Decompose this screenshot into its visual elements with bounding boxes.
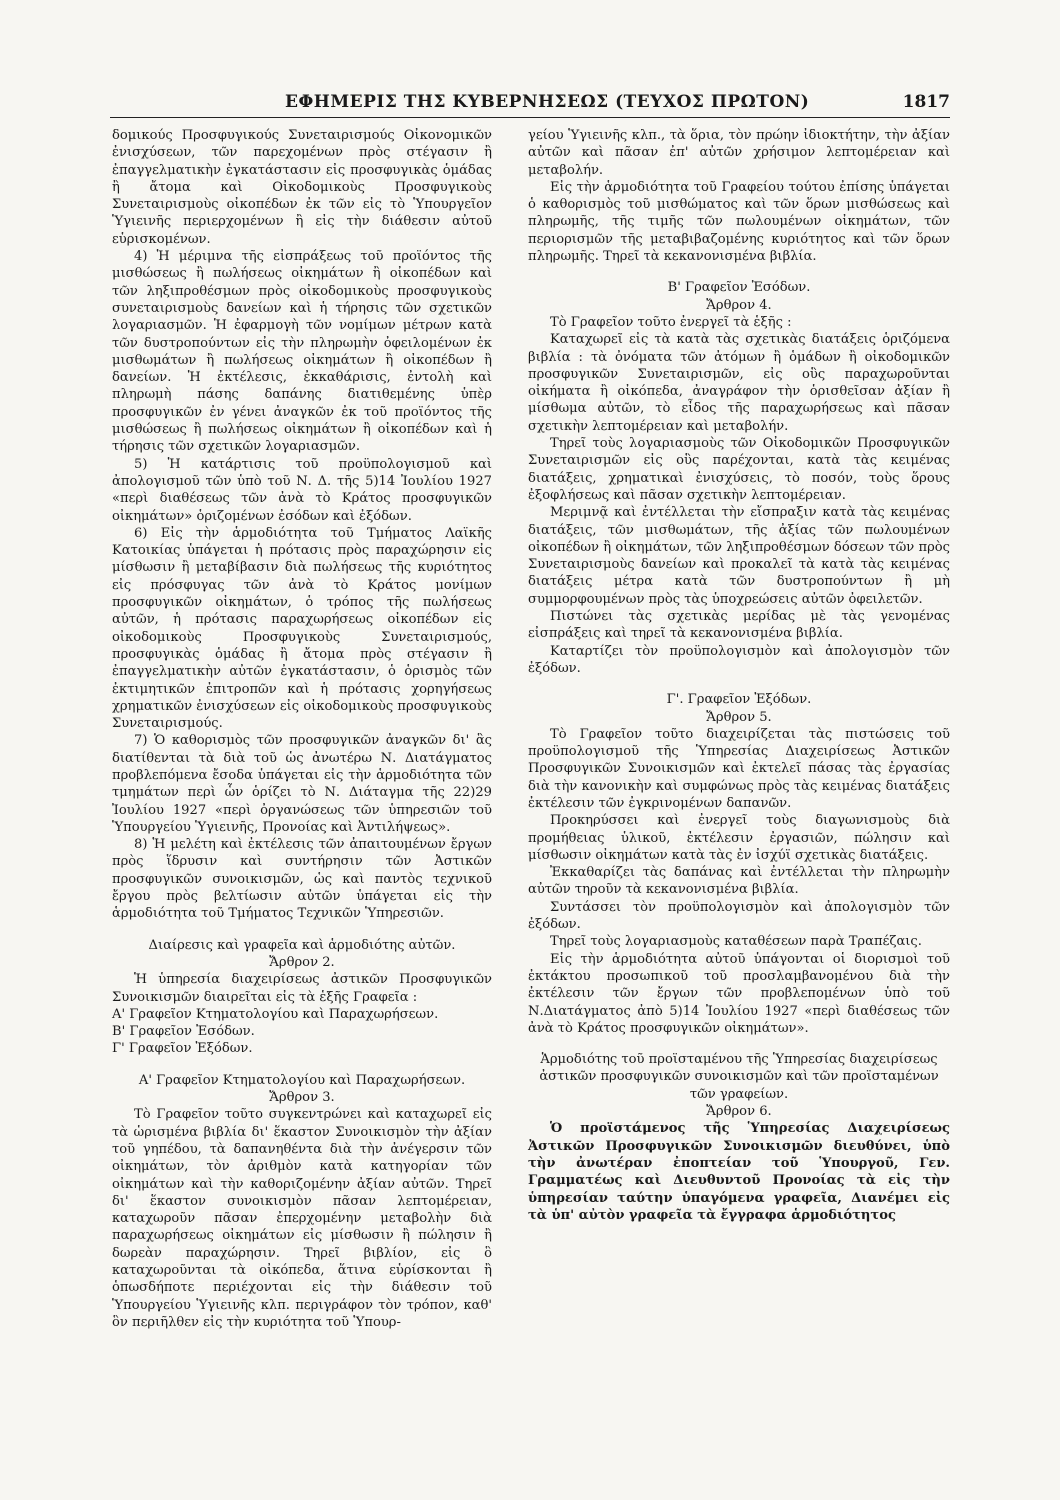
- paragraph: Τηρεῖ τοὺς λογαριασμοὺς καταθέσεων παρὰ Τραπέζαις.: [550, 934, 922, 950]
- gazette-title: ΕΦΗΜΕΡΙΣ ΤΗΣ ΚΥΒΕΡΝΗΣΕΩΣ (ΤΕΥΧΟΣ ΠΡΩΤΟΝ): [285, 92, 810, 112]
- article-heading: Ἄρθρον 6.: [706, 1104, 772, 1120]
- paragraph: γείου Ὑγιεινῆς κλπ., τὰ ὅρια, τὸν πρώην ἰδιοκτήτην, τὴν ἀξίαν αὐτῶν καὶ πᾶσαν ἐπ' αὐτῶν χρήσιμον λεπτομέρειαν καὶ μεταβολήν.: [528, 128, 950, 178]
- page-number: 1817: [902, 92, 950, 112]
- paragraph: Καταρτίζει τὸν προϋπολογισμὸν καὶ ἀπολογισμὸν τῶν ἐξόδων.: [528, 643, 950, 676]
- paragraph: Προκηρύσσει καὶ ἐνεργεῖ τοὺς διαγωνισμοὺς διὰ προμήθειας ὑλικοῦ, ἐκτέλεσιν ἐργασιῶν, πώλησιν καὶ μίσθωσιν οἰκημάτων κατὰ τὰς ἐν ἰσχύϊ σχετικὰς διατάξεις.: [528, 813, 950, 863]
- section-heading: Διαίρεσις καὶ γραφεῖα καὶ ἁρμοδιότης αὐτῶν.: [148, 937, 456, 953]
- paragraph: Συντάσσει τὸν προϋπολογισμὸν καὶ ἀπολογισμὸν τῶν ἐξόδων.: [528, 899, 950, 933]
- paragraph: Καταχωρεῖ εἰς τὰ κατὰ τὰς σχετικὰς διατάξεις ὁριζόμενα βιβλία : τὰ ὀνόματα τῶν ἀτόμων ἢ ὁμάδων ἢ οἰκοδομικῶν προσφυγικῶν Συνεταιρισμῶν, εἰς οὓς παραχωροῦνται οἰκήματα ἢ οἰκόπεδα, ἀναγράφον τὴν ὁρισθεῖσαν ἀξίαν ἢ μίσθωμα αὐτῶν, τὸ εἶδος τῆς παραχωρήσεως καὶ πᾶσαν σχετικὴν λεπτομέρειαν καὶ μεταβολήν.: [528, 332, 950, 434]
- paragraph: Εἰς τὴν ἁρμοδιότητα τοῦ Γραφείου τούτου ἐπίσης ὑπάγεται ὁ καθορισμὸς τοῦ μισθώματος καὶ τῶν ὅρων μισθώσεως καὶ πληρωμῆς, τῆς τιμῆς τῶν πωλουμένων οἰκημάτων, τῶν περιορισμῶν τῆς μεταβιβαζομένης κυριότητος καὶ τῶν ὅρων πληρωμῆς. Τηρεῖ τὰ κεκανονισμένα βιβλία.: [528, 179, 950, 265]
- paragraph: 4) Ἡ μέριμνα τῆς εἰσπράξεως τοῦ προϊόντος τῆς μισθώσεως ἢ πωλήσεως οἰκημάτων ἢ οἰκοπέδων καὶ τῶν ληξιπροθέσμων πρὸς οἰκοδομικοὺς προσφυγικοὺς συνεταιρισμοὺς δανείων καὶ ἡ τήρησις τῶν σχετικῶν λογαριασμῶν. Ἡ ἐφαρμογὴ τῶν νομίμων μέτρων κατὰ τῶν δυστροπούντων εἰς τὴν πληρωμὴν ὀφειλομένων ἐκ μισθωμάτων ἢ πωλήσεως οἰκημάτων ἢ οἰκοπέδων ἢ δανείων. Ἡ ἐκτέλεσις, ἐκκαθάρισις, ἐντολὴ καὶ πληρωμὴ πάσης δαπάνης διατιθεμένης ὑπὲρ προσφυγικῶν ἐν γένει ἀναγκῶν ἐκ τοῦ προϊόντος τῆς μισθώσεως ἢ πωλήσεως οἰκημάτων ἢ οἰκοπέδων καὶ ἡ τήρησις τῶν σχετικῶν λογαριασμῶν.: [112, 249, 492, 455]
- section-heading: Ἁρμοδιότης τοῦ προϊσταμένου τῆς Ὑπηρεσίας διαχειρίσεως ἀστικῶν προσφυγικῶν συνοικισμῶν καὶ τῶν προϊσταμένων τῶν γραφείων.: [539, 1052, 939, 1102]
- paragraph: Τηρεῖ τοὺς λογαριασμοὺς τῶν Οἰκοδομικῶν Προσφυγικῶν Συνεταιρισμῶν εἰς οὓς παρέχονται, κατὰ τὰς κειμένας διατάξεις, χρηματικαὶ ἐνισχύσεις, τὸ ποσόν, τοὺς ὅρους ἐξοφλήσεως καὶ πᾶσαν σχετικὴν λεπτομέρειαν.: [528, 436, 950, 503]
- paragraph: Τὸ Γραφεῖον τοῦτο διαχειρίζεται τὰς πιστώσεις τοῦ προϋπολογισμοῦ τῆς Ὑπηρεσίας Διαχειρίσεως Ἀστικῶν Προσφυγικῶν Συνοικισμῶν καὶ ἐκτελεῖ πάσας τὰς ἐργασίας διὰ τὴν κανονικὴν καὶ συμφώνως πρὸς τὰς κειμένας διατάξεις ἐκτέλεσιν τῶν ἐγκρινομένων δαπανῶν.: [528, 726, 950, 811]
- article-heading: Ἄρθρον 3.: [269, 1090, 335, 1106]
- list-item: Γ' Γραφεῖον Ἐξόδων.: [112, 1041, 253, 1057]
- left-column: [112, 127, 492, 1331]
- paragraph: 7) Ὁ καθορισμὸς τῶν προσφυγικῶν ἀναγκῶν δι' ἃς διατίθενται τὰ διὰ τοῦ ὡς ἀνωτέρω Ν. Διατάγματος προβλεπόμενα ἔσοδα ὑπάγεται εἰς τὴν ἁρμοδιότητα τῶν τμημάτων περὶ ὧν ὁρίζει τὸ Ν. Διάταγμα τῆς 22)29 Ἰουλίου 1927 «περὶ ὀργανώσεως τῶν ὑπηρεσιῶν τοῦ Ὑπουργείου Ὑγιεινῆς, Προνοίας καὶ Ἀντιλήψεως».: [112, 733, 492, 835]
- section-heading: Γ'. Γραφεῖον Ἐξόδων.: [666, 692, 812, 708]
- paragraph: Εἰς τὴν ἁρμοδιότητα αὐτοῦ ὑπάγονται οἱ διορισμοὶ τοῦ ἐκτάκτου προσωπικοῦ τοῦ προσλαμβανομένου διὰ τὴν ἐκτέλεσιν τῶν ἔργων τῶν προβλεπομένων ὑπὸ τοῦ Ν.Διατάγματος ἀπὸ 5)14 Ἰουλίου 1927 «περὶ διαθέσεως τῶν ἀνὰ τὸ Κράτος προσφυγικῶν οἰκημάτων».: [528, 951, 950, 1036]
- paragraph: 8) Ἡ μελέτη καὶ ἐκτέλεσις τῶν ἀπαιτουμένων ἔργων πρὸς ἵδρυσιν καὶ συντήρησιν τῶν Ἀστικῶν προσφυγικῶν συνοικισμῶν, ὡς καὶ παντὸς τεχνικοῦ ἔργου πρὸς βελτίωσιν αὐτῶν ὑπάγεται εἰς τὴν ἁρμοδιότητα τοῦ Τμήματος Τεχνικῶν Ὑπηρεσιῶν.: [112, 837, 492, 922]
- paragraph: Ὁ προϊστάμενος τῆς Ὑπηρεσίας Διαχειρίσεως Ἀστικῶν Προσφυγικῶν Συνοικισμῶν διευθύνει, ὑπὸ τὴν ἀνωτέραν ἐποπτείαν τοῦ Ὑπουργοῦ, Γεν. Γραμματέως καὶ Διευθυντοῦ Προνοίας τὰ εἰς τὴν ὑπηρεσίαν ταύτην ὑπαγόμενα γραφεῖα, Διανέμει εἰς τὰ ὑπ' αὐτὸν γραφεῖα τὰ ἔγγραφα ἁρμοδιότητος: [528, 1121, 950, 1223]
- paragraph: Ἡ ὑπηρεσία διαχειρίσεως ἀστικῶν Προσφυγικῶν Συνοικισμῶν διαιρεῖται εἰς τὰ ἑξῆς Γραφεῖα :: [112, 972, 492, 1005]
- paragraph: Μεριμνᾷ καὶ ἐντέλλεται τὴν εἴσπραξιν κατὰ τὰς κειμένας διατάξεις, τῶν μισθωμάτων, τῆς ἀξίας τῶν πωλουμένων οἰκοπέδων ἢ οἰκημάτων, τῶν ληξιπροθέσμων δόσεων τῶν πρὸς Συνεταιρισμοὺς δανείων καὶ προκαλεῖ τὰ κατὰ τὰς κειμένας διατάξεις μέτρα κατὰ τῶν δυστροπούντων ἢ μὴ συμμορφουμένων πρὸς τὰς ὑποχρεώσεις αὐτῶν ὀφειλετῶν.: [528, 505, 950, 607]
- paragraph: Τὸ Γραφεῖον τοῦτο ἐνεργεῖ τὰ ἑξῆς :: [550, 314, 792, 330]
- paragraph: 5) Ἡ κατάρτισις τοῦ προϋπολογισμοῦ καὶ ἀπολογισμοῦ τῶν ὑπὸ τοῦ Ν. Δ. τῆς 5)14 Ἰουλίου 1927 «περὶ διαθέσεως τῶν ἀνὰ τὸ Κράτος προσφυγικῶν οἰκημάτων» ὁριζομένων ἐσόδων καὶ ἐξόδων.: [112, 456, 492, 524]
- paragraph: Πιστώνει τὰς σχετικὰς μερίδας μὲ τὰς γενομένας εἰσπράξεις καὶ τηρεῖ τὰ κεκανονισμένα βιβλία.: [528, 609, 950, 642]
- paragraph: δομικούς Προσφυγικούς Συνεταιρισμούς Οἰκονομικῶν ἐνισχύσεων, τῶν παρεχομένων πρὸς στέγασιν ἢ ἐπαγγελματικὴν ἐγκατάστασιν εἰς προσφυγικὰς ὁμάδας ἢ ἄτομα καὶ Οἰκοδομικοὺς Προσφυγικοὺς Συνεταιρισμοὺς οἰκοπέδων ἐκ τῶν εἰς τὸ Ὑπουργεῖον Ὑγιεινῆς περιερχομένων ἢ εἰς τὴν διάθεσιν αὐτοῦ εὑρισκομένων.: [112, 128, 492, 247]
- article-heading: Ἄρθρον 2.: [269, 954, 335, 970]
- page-header: [110, 92, 950, 114]
- header-rule: [110, 117, 950, 119]
- paragraph: Τὸ Γραφεῖον τοῦτο συγκεντρώνει καὶ καταχωρεῖ εἰς τὰ ὡρισμένα βιβλία δι' ἕκαστον Συνοικισμὸν τὴν ἀξίαν τοῦ γηπέδου, τὰ δαπανηθέντα διὰ τὴν ἀνέγερσιν τῶν οἰκημάτων, τὸν ἀριθμὸν κατὰ κατηγορίαν τῶν οἰκημάτων καὶ τὴν καθοριζομένην ἀξίαν αὐτῶν. Τηρεῖ δι' ἕκαστον συνοικισμὸν πᾶσαν λεπτομέρειαν, καταχωροῦν πᾶσαν ἐπερχομένην μεταβολὴν διὰ παραχωρήσεως οἰκημάτων εἰς μίσθωσιν ἢ πώλησιν ἢ δωρεὰν παραχώρησιν. Τηρεῖ βιβλίον, εἰς ὃ καταχωροῦνται τὰ οἰκόπεδα, ἅτινα εὑρίσκονται ἢ ὁπωσδήποτε περιέχονται εἰς τὴν διάθεσιν τοῦ Ὑπουργείου Ὑγιεινῆς κλπ. περιγράφον τὸν τρόπον, καθ' ὃν περιῆλθεν εἰς τὴν κυριότητα τοῦ Ὑπουρ-: [112, 1107, 492, 1330]
- list-item: Α' Γραφεῖον Κτηματολογίου καὶ Παραχωρήσεων.: [112, 1006, 439, 1022]
- paragraph: Ἐκκαθαρίζει τὰς δαπάνας καὶ ἐντέλλεται τὴν πληρωμὴν αὐτῶν τηροῦν τὰ κεκανονισμένα βιβλία.: [528, 865, 950, 898]
- column-divider: [508, 127, 509, 1467]
- article-heading: Ἄρθρον 4.: [706, 297, 772, 313]
- section-heading: Β' Γραφεῖον Ἐσόδων.: [667, 280, 811, 296]
- right-column: [528, 127, 950, 1224]
- section-heading: Α' Γραφεῖον Κτηματολογίου καὶ Παραχωρήσεων.: [138, 1072, 466, 1088]
- list-item: Β' Γραφεῖον Ἐσόδων.: [112, 1024, 255, 1040]
- paragraph: 6) Εἰς τὴν ἁρμοδιότητα τοῦ Τμήματος Λαϊκῆς Κατοικίας ὑπάγεται ἡ πρότασις πρὸς παραχώρησιν εἰς μίσθωσιν ἢ μεταβίβασιν διὰ πωλήσεως τῆς κυριότητος εἰς πρόσφυγας τῶν ἀνὰ τὸ Κράτος μονίμων προσφυγικῶν οἰκημάτων, ὁ τρόπος τῆς πωλήσεως αὐτῶν, ἡ πρότασις παραχωρήσεως οἰκοπέδων εἰς οἰκοδομικοὺς Προσφυγικοὺς Συνεταιρισμούς, προσφυγικὰς ὁμάδας ἢ ἄτομα πρὸς στέγασιν ἢ ἐπαγγελματικὴν αὐτῶν ἐγκατάστασιν, ὁ ὁρισμὸς τῶν ἐκτιμητικῶν ἐπιτροπῶν καὶ ἡ πρότασις χορηγήσεως χρηματικῶν ἐνισχύσεων εἰς οἰκοδομικοὺς προσφυγικοὺς Συνεταιρισμούς.: [112, 525, 492, 732]
- article-heading: Ἄρθρον 5.: [706, 709, 772, 725]
